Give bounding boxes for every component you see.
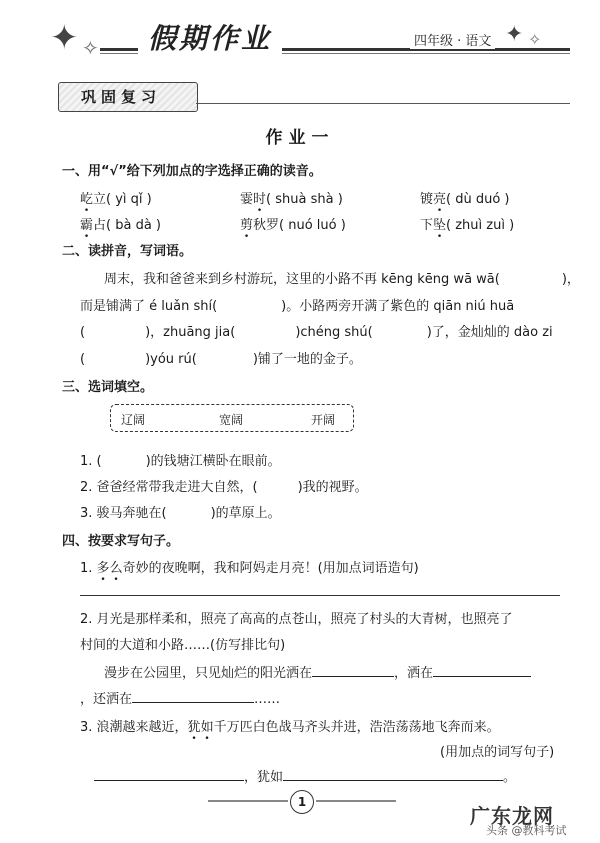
- header-title: 假期作业: [138, 22, 282, 56]
- star-decoration-icon: ✧: [82, 36, 99, 60]
- q4-sentence-2-line-1: 2. 月光是那样柔和，照亮了高高的点苍山，照亮了村头的大青树，也照亮了: [80, 612, 513, 627]
- word-choice-box: [110, 404, 354, 432]
- answer-line[interactable]: [80, 595, 560, 596]
- q1-item-2: 霎时( shuà shà ): [240, 192, 343, 207]
- q4-sentence-3-answer: ，犹如 。: [94, 766, 516, 785]
- q4-sentence-2-line-2: 村间的大道和小路……(仿写排比句): [80, 638, 286, 653]
- q4-sentence-1: 1. 多么奇妙的夜晚啊，我和阿妈走月亮！(用加点词语造句): [80, 561, 419, 576]
- grade-subject-label: 四年级 · 语文: [410, 30, 495, 49]
- q4-sentence-3-line-1: 3. 浪潮越来越近，犹如千万匹白色战马齐头并进，浩浩荡荡地飞奔而来。: [80, 720, 500, 735]
- q2-line-4: ( )yóu rú( )铺了一地的金子。: [80, 352, 362, 367]
- page-title: 作业一: [265, 128, 335, 148]
- q3-sentence-1: 1. ( )的钱塘江横卧在眼前。: [80, 454, 281, 469]
- q2-line-2: 而是铺满了 é luǎn shí( )。小路两旁开满了紫色的 qiān niú huā: [80, 299, 515, 314]
- q2-line-1: 周末，我和爸爸来到乡村游玩，这里的小路不再 kēng kēng wā wā( )，: [104, 272, 580, 287]
- q1-item-3: 镀亮( dù duó ): [420, 192, 510, 207]
- question-1-title: 一、用“√”给下列加点的字选择正确的读音。: [62, 164, 322, 179]
- footer-decoration: [316, 800, 396, 802]
- watermark-logo: 广东龙网: [470, 804, 554, 828]
- q4-sentence-2-line-3: 漫步在公园里，只见灿烂的阳光洒在 ，洒在: [104, 662, 531, 681]
- watermark-caption: 头条 @教科考试: [486, 824, 567, 837]
- q1-item-6: 下坠( zhuì zuì ): [420, 218, 515, 233]
- word-option: 宽阔: [219, 413, 244, 427]
- footer-decoration: [208, 800, 288, 802]
- question-2-title: 二、读拼音，写词语。: [62, 244, 193, 259]
- question-4-title: 四、按要求写句子。: [62, 534, 180, 549]
- q1-item-5: 剪秋罗( nuó luó ): [240, 218, 346, 233]
- section-tab: 巩固复习: [58, 82, 198, 112]
- q3-sentence-2: 2. 爸爸经常带我走进大自然，( )我的视野。: [80, 480, 368, 495]
- page-number: 1: [290, 790, 314, 814]
- q4-sentence-3-hint: (用加点的词写句子): [440, 745, 555, 760]
- star-decoration-icon: ✦: [505, 22, 524, 47]
- q4-sentence-2-line-4: ，还洒在 ……: [80, 692, 281, 707]
- star-decoration-icon: ✧: [528, 30, 542, 49]
- word-option: 开阔: [311, 413, 336, 427]
- q3-sentence-3: 3. 骏马奔驰在( )的草原上。: [80, 506, 281, 521]
- word-option: 辽阔: [121, 413, 146, 427]
- q2-line-3: ( )，zhuāng jia( )chéng shú( )了，金灿灿的 dào zi: [80, 325, 553, 340]
- question-3-title: 三、选词填空。: [62, 380, 154, 395]
- q1-item-4: 霸占( bà dà ): [80, 218, 162, 233]
- section-tab-rule: [196, 103, 570, 104]
- star-decoration-icon: ✦: [50, 18, 79, 58]
- q1-item-1: 屹立( yì qǐ ): [80, 192, 152, 207]
